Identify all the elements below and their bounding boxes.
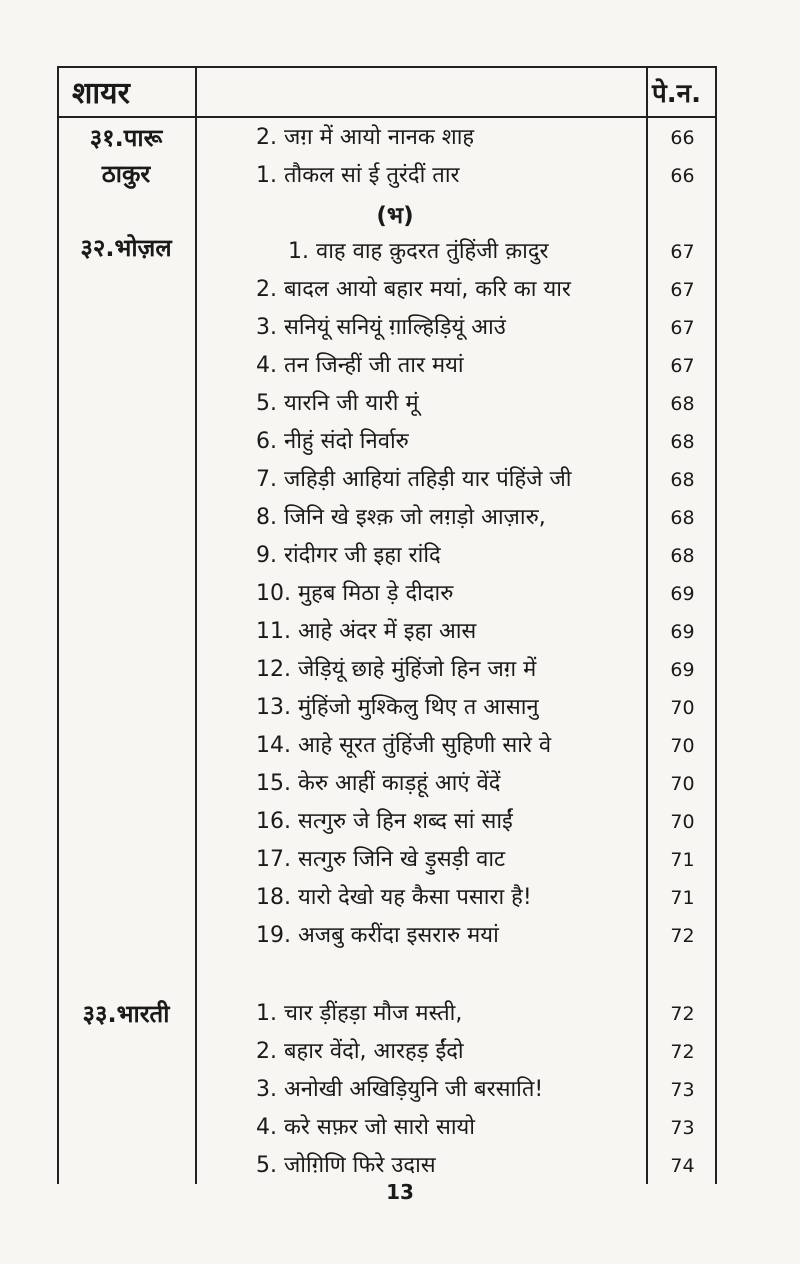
entry-title: 1. चार ड़ींहड़ा मौज मस्ती, <box>256 1001 463 1026</box>
entry-page: 67 <box>670 317 695 339</box>
entry-title: 10. मुहब मिठा ड़े दीदारु <box>256 581 454 606</box>
entry-page: 68 <box>670 507 695 529</box>
entry-title: 5. यारनि जी यारी मूं <box>256 391 419 416</box>
entry-title: 7. जहिड़ी आहियां तहिड़ी यार पंहिंजे जी <box>256 467 572 492</box>
header-poet: शायर <box>72 76 130 111</box>
entry-page: 70 <box>670 811 695 833</box>
entry-title: 2. जग़ में आयो नानक शाह <box>256 125 475 150</box>
entry-page: 68 <box>670 431 695 453</box>
entry-title: 15. केरु आहीं काड़हूं आएं वेंदें <box>256 771 501 796</box>
entry-title: 13. मुंहिंजो मुश्किलु थिए त आसानु <box>256 695 539 720</box>
entry-page: 70 <box>670 697 695 719</box>
header-page-number: पे.न. <box>652 79 701 109</box>
header-divider <box>57 116 717 118</box>
entry-title: 4. तन जिन्हीं जी तार मयां <box>256 353 464 378</box>
entry-title: 14. आहे सूरत तुंहिंजी सुहिणी सारे वे <box>256 733 552 758</box>
entry-title: 17. सत्गुरु जिनि खे ड़ुसड़ी वाट <box>256 847 506 872</box>
entry-page: 72 <box>670 1041 695 1063</box>
entry-title: 18. यारो देखो यह कैसा पसारा है! <box>256 885 532 910</box>
entry-page: 73 <box>670 1117 695 1139</box>
page-number-footer: 13 <box>386 1180 414 1204</box>
entry-page: 73 <box>670 1079 695 1101</box>
entry-title: 3. सनियूं सनियूं ग़ाल्हिड़ियूं आउं <box>256 315 506 340</box>
entry-title: 16. सत्गुरु जे हिन शब्द सां साईं <box>256 809 513 834</box>
entry-page: 68 <box>670 393 695 415</box>
poet-31-name: ठाकुर <box>101 160 151 188</box>
entry-page: 70 <box>670 735 695 757</box>
entry-page: 70 <box>670 773 695 795</box>
entry-page: 66 <box>670 165 695 187</box>
entry-title: 4. करे सफ़र जो सारो सायो <box>256 1115 475 1140</box>
entry-page: 71 <box>670 849 695 871</box>
entry-page: 74 <box>670 1155 695 1177</box>
poet-column-divider <box>195 66 197 1184</box>
entry-title: 1. तौकल सां ई तुरंदीं तार <box>256 163 460 188</box>
entry-title: 2. बहार वेंदो, आरहड़ ईंदो <box>256 1039 464 1064</box>
entry-page: 68 <box>670 469 695 491</box>
entry-page: 72 <box>670 1003 695 1025</box>
entry-page: 67 <box>670 279 695 301</box>
entry-title: 9. रांदीगर जी इहा रांदि <box>256 543 441 568</box>
entry-title: 6. नीहुं संदो निर्वारु <box>256 429 409 454</box>
entry-page: 69 <box>670 621 695 643</box>
poet-33-name: ३३.भारती <box>82 1000 170 1028</box>
entry-page: 71 <box>670 887 695 909</box>
entry-page: 66 <box>670 127 695 149</box>
entry-title: 8. जिनि खे इश्क़ जो लग़ड़ो आज़ारु, <box>256 505 546 530</box>
table-top-border <box>57 66 717 68</box>
entry-title: 5. जोग़िणि फिरे उदास <box>256 1153 436 1178</box>
entry-page: 69 <box>670 659 695 681</box>
entry-title: 3. अनोखी अखिड़ियुनि जी बरसाति! <box>256 1077 544 1102</box>
entry-title: 11. आहे अंदर में इहा आस <box>256 619 477 644</box>
poet-32-name: ३२.भोज़ल <box>80 234 172 262</box>
entry-title: 2. बादल आयो बहार मयां, करि का यार <box>256 277 571 302</box>
entry-page: 67 <box>670 355 695 377</box>
entry-page: 68 <box>670 545 695 567</box>
entry-page: 69 <box>670 583 695 605</box>
entry-page: 67 <box>670 241 695 263</box>
entry-title: 19. अजबु करींदा इसरारु मयां <box>256 923 499 948</box>
entry-page: 72 <box>670 925 695 947</box>
entry-title: 12. जेड़ियूं छाहे मुंहिंजो हिन जग़ में <box>256 657 537 682</box>
entry-title: 1. वाह वाह क़ुदरत तुंहिंजी क़ादुर <box>288 239 549 264</box>
poet-31-number: ३१.पारू <box>89 124 163 152</box>
section-heading: (भ) <box>376 203 414 229</box>
